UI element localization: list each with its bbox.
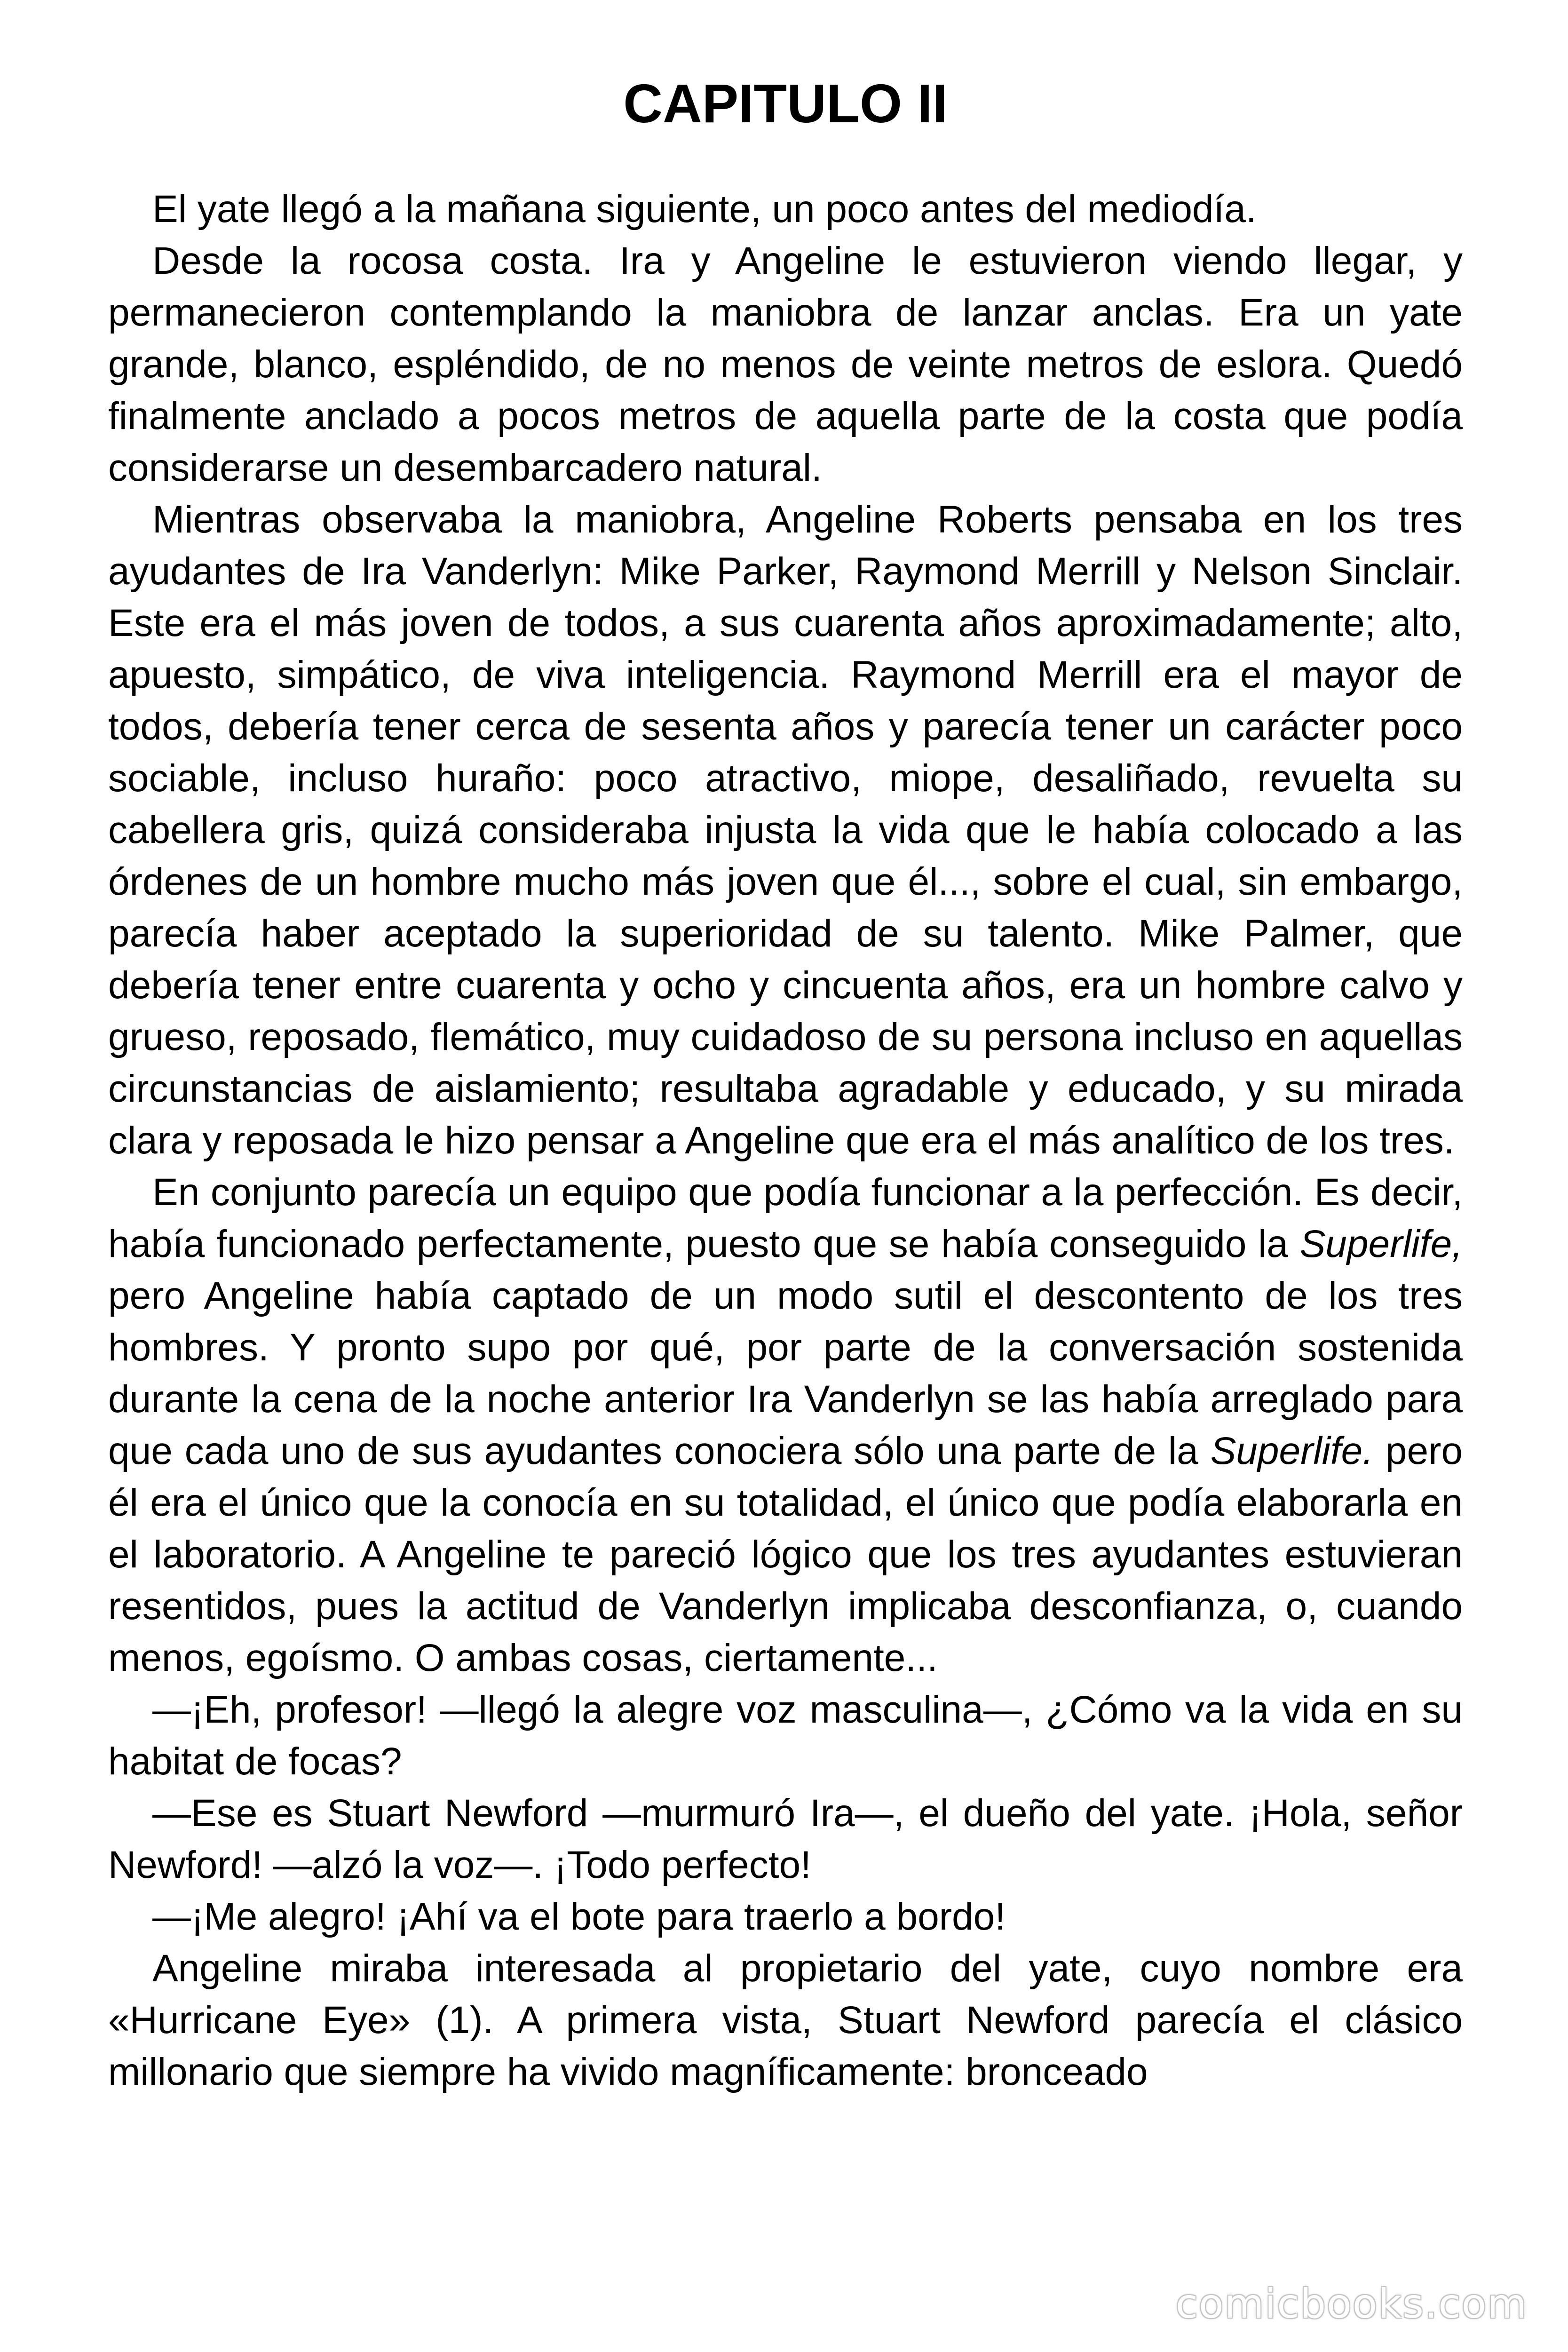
- paragraph-7: [108, 1891, 1463, 1943]
- italic-term: Superlife.: [1210, 1430, 1374, 1472]
- italic-term: Superlife,: [1299, 1223, 1463, 1265]
- chapter-body: [108, 183, 1463, 2098]
- paragraph-text: Desde la rocosa costa. Ira y Angeline le estuvieron viendo llegar, y permanecieron contemplando la maniobra de lanzar anclas. Era un yate grande, blanco, espléndido, de no menos de veinte metros de eslora. Quedó finalmente anclado a pocos metros de aquella parte de la costa que podía considerarse un desembarcadero natural.: [108, 239, 1463, 489]
- paragraph-text: —¡Me alegro! ¡Ahí va el bote para traerlo a bordo!: [152, 1895, 1006, 1938]
- paragraph-text: pero Angeline había captado de un modo sutil el descontento de los tres hombres. Y pronto supo por qué, por parte de la conversación sostenida durante la cena de la noche anterior Ira Vanderlyn se las había arreglado para que cada uno de sus ayudantes conociera sólo una parte de la: [108, 1274, 1463, 1472]
- watermark: comicbooks.com: [1175, 2280, 1528, 2328]
- paragraph-8: [108, 1943, 1463, 2098]
- paragraph-text: pero él era el único que la conocía en su totalidad, el único que podía elaborarla en el laboratorio. A Angeline te pareció lógico que los tres ayudantes estuvieran resentidos, pues la actitud de Vanderlyn implicaba desconfianza, o, cuando menos, egoísmo. O ambas cosas, ciertamente...: [108, 1430, 1463, 1679]
- page: [108, 0, 1463, 2098]
- paragraph-text: En conjunto parecía un equipo que podía funcionar a la perfección. Es decir, había funcionado perfectamente, puesto que se había conseguido la: [108, 1171, 1463, 1265]
- paragraph-3: [108, 494, 1463, 1167]
- paragraph-text: El yate llegó a la mañana siguiente, un poco antes del mediodía.: [152, 188, 1257, 230]
- paragraph-1: [108, 183, 1463, 235]
- paragraph-text: Mientras observaba la maniobra, Angeline Roberts pensaba en los tres ayudantes de Ira Vanderlyn: Mike Parker, Raymond Merrill y Nelson Sinclair. Este era el más joven de todos, a sus cuarenta años aproximadamente; alto, apuesto, simpático, de viva inteligencia. Raymond Merrill era el mayor de todos, debería tener cerca de sesenta años y parecía tener un carácter poco sociable, incluso huraño: poco atractivo, miope, desaliñado, revuelta su cabellera gris, quizá consideraba injusta la vida que le había colocado a las órdenes de un hombre mucho más joven que él..., sobre el cual, sin embargo, parecía haber aceptado la superioridad de su talento. Mike Palmer, que debería tener entre cuarenta y ocho y cincuenta años, era un hombre calvo y grueso, reposado, flemático, muy cuidadoso de su persona incluso en aquellas circunstancias de aislamiento; resultaba agradable y educado, y su mirada clara y reposada le hizo pensar a Angeline que era el más analítico de los tres.: [108, 498, 1463, 1162]
- paragraph-text: —Ese es Stuart Newford —murmuró Ira—, el dueño del yate. ¡Hola, señor Newford! —alzó la voz—. ¡Todo perfecto!: [108, 1792, 1463, 1886]
- chapter-title: CAPITULO II: [623, 73, 948, 134]
- paragraph-2: [108, 235, 1463, 494]
- paragraph-4: [108, 1167, 1463, 1684]
- paragraph-5: [108, 1684, 1463, 1788]
- paragraph-6: [108, 1788, 1463, 1891]
- paragraph-text: —¡Eh, profesor! —llegó la alegre voz masculina—, ¿Cómo va la vida en su habitat de focas?: [108, 1688, 1463, 1783]
- paragraph-text: Angeline miraba interesada al propietario del yate, cuyo nombre era «Hurricane Eye» (1). A primera vista, Stuart Newford parecía el clásico millonario que siempre ha vivido magníficamente: bronceado: [108, 1947, 1463, 2093]
